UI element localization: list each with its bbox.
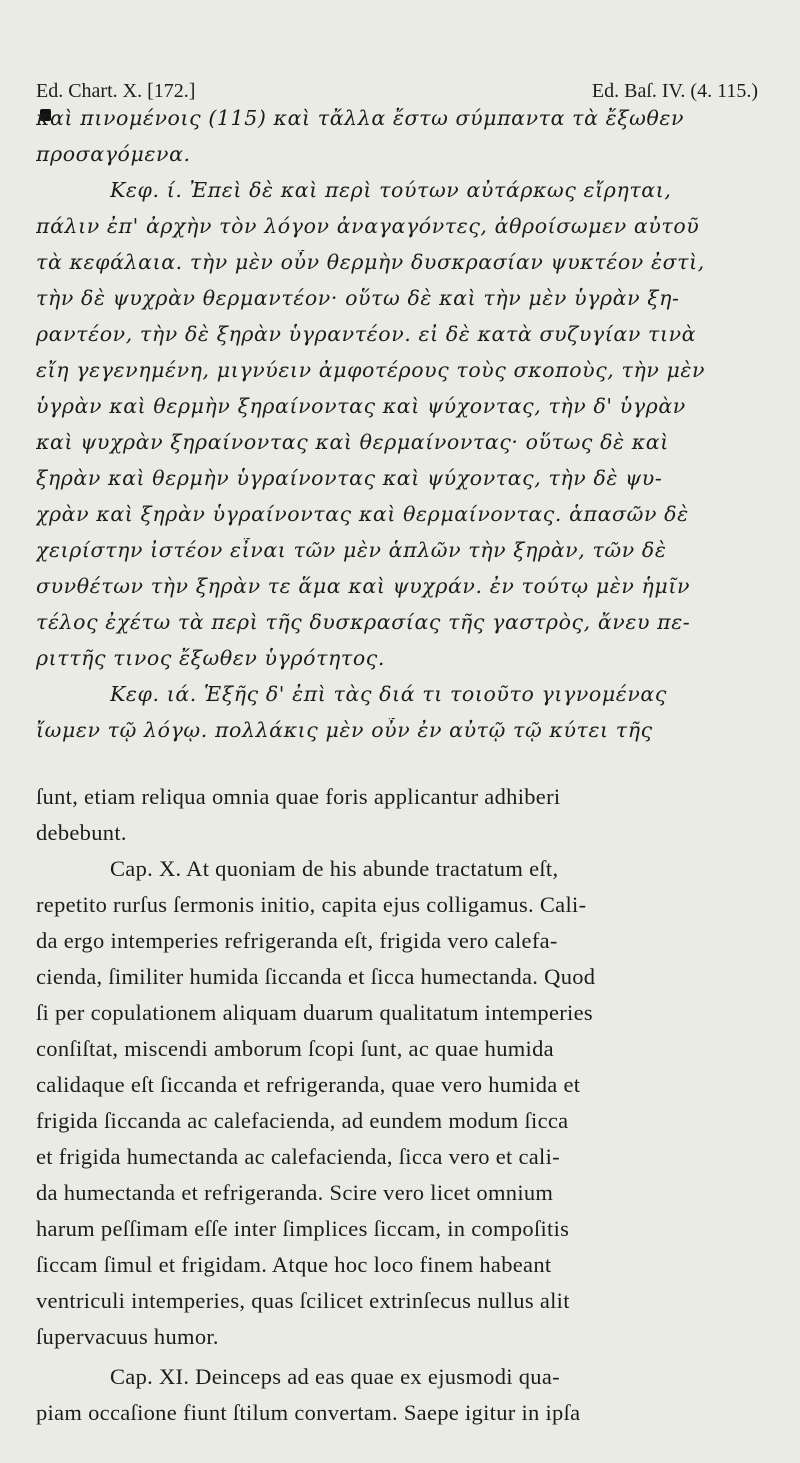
greek-line: προσαγόμενα. [36, 142, 191, 166]
greek-line: καὶ πινομένοις (115) καὶ τἄλλα ἔστω σύμπαντα τὰ ἔξωθεν [36, 106, 685, 130]
latin-line: da ergo intemperies refrigeranda eſt, frigida vero calefa- [36, 928, 558, 953]
latin-line: calidaque eſt ſiccanda et refrigeranda, quae vero humida et [36, 1072, 581, 1097]
latin-line: Cap. X. At quoniam de his abunde tractatum eſt, [110, 856, 559, 881]
latin-line: cienda, ſimiliter humida ſiccanda et ſicca humectanda. Quod [36, 964, 596, 989]
greek-line: τέλος ἐχέτω τὰ περὶ τῆς δυσκρασίας τῆς γαστρὸς, ἄνευ πε- [36, 610, 691, 634]
edition-basel: Ed. Baſ. IV. (4. 115.) [591, 80, 758, 102]
edition-chartier: Ed. Chart. X. [172.] [36, 80, 196, 102]
greek-line: τὴν δὲ ψυχρὰν θερμαντέον· οὕτω δὲ καὶ τὴν μὲν ὑγρὰν ξη- [36, 286, 680, 310]
greek-line: Κεφ. ιά. Ἑξῆς δ' ἐπὶ τὰς διά τι τοιοῦτο γιγνομένας [110, 682, 667, 706]
greek-line: πάλιν ἐπ' ἀρχὴν τὸν λόγον ἀναγαγόντες, ἀθροίσωμεν αὐτοῦ [36, 214, 700, 238]
greek-line: ραντέον, τὴν δὲ ξηρὰν ὑγραντέον. εἰ δὲ κατὰ συζυγίαν τινὰ [36, 322, 697, 346]
greek-line: ριττῆς τινος ἔξωθεν ὑγρότητος. [36, 646, 385, 670]
greek-line: χειρίστην ἰστέον εἶναι τῶν μὲν ἁπλῶν τὴν ξηρὰν, τῶν δὲ [36, 538, 667, 562]
latin-line: da humectanda et refrigeranda. Scire vero licet omnium [36, 1180, 554, 1205]
latin-line: debebunt. [36, 820, 127, 845]
greek-line: τὰ κεφάλαια. τὴν μὲν οὖν θερμὴν δυσκρασίαν ψυκτέον ἐστὶ, [36, 250, 705, 274]
greek-line: ἴωμεν τῷ λόγῳ. πολλάκις μὲν οὖν ἐν αὐτῷ τῷ κύτει τῆς [36, 718, 653, 742]
latin-line: ſi per copulationem aliquam duarum qualitatum intemperies [36, 1000, 593, 1025]
latin-line: ſupervacuus humor. [36, 1324, 219, 1349]
greek-line: χρὰν καὶ ξηρὰν ὑγραίνοντας καὶ θερμαίνοντας. ἁπασῶν δὲ [36, 502, 689, 526]
greek-line: συνθέτων τὴν ξηρὰν τε ἅμα καὶ ψυχράν. ἐν τούτῳ μὲν ἡμῖν [36, 574, 691, 598]
column-divider [36, 760, 764, 761]
latin-line: Cap. XI. Deinceps ad eas quae ex ejusmodi qua- [110, 1364, 560, 1389]
greek-line: ξηρὰν καὶ θερμὴν ὑγραίνοντας καὶ ψύχοντας, τὴν δὲ ψυ- [36, 466, 663, 490]
latin-line: conſiſtat, miscendi amborum ſcopi ſunt, ac quae humida [36, 1036, 554, 1061]
latin-line: et frigida humectanda ac calefacienda, ſicca vero et cali- [36, 1144, 560, 1169]
greek-line: εἴη γεγενημένη, μιγνύειν ἀμφοτέρους τοὺς σκοποὺς, τὴν μὲν [36, 358, 706, 382]
greek-line: ὑγρὰν καὶ θερμὴν ξηραίνοντας καὶ ψύχοντας, τὴν δ' ὑγρὰν [36, 394, 686, 418]
latin-line: ſiccam ſimul et frigidam. Atque hoc loco finem habeant [36, 1252, 552, 1277]
latin-line: frigida ſiccanda ac calefacienda, ad eundem modum ſicca [36, 1108, 569, 1133]
latin-line: repetito rurſus ſermonis initio, capita ejus colligamus. Cali- [36, 892, 587, 917]
latin-line: piam occaſione fiunt ſtilum convertam. Saepe igitur in ipſa [36, 1400, 581, 1425]
latin-line: ventriculi intemperies, quas ſcilicet extrinſecus nullus alit [36, 1288, 570, 1313]
latin-line: harum peſſimam eſſe inter ſimplices ſiccam, in compoſitis [36, 1216, 570, 1241]
latin-line: ſunt, etiam reliqua omnia quae foris applicantur adhiberi [36, 784, 561, 809]
greek-line: Κεφ. ί. Ἐπεὶ δὲ καὶ περὶ τούτων αὐτάρκως εἴρηται, [110, 178, 672, 202]
edition-reference-row [36, 80, 764, 103]
greek-line: καὶ ψυχρὰν ξηραίνοντας καὶ θερμαίνοντας· οὕτως δὲ καὶ [36, 430, 669, 454]
